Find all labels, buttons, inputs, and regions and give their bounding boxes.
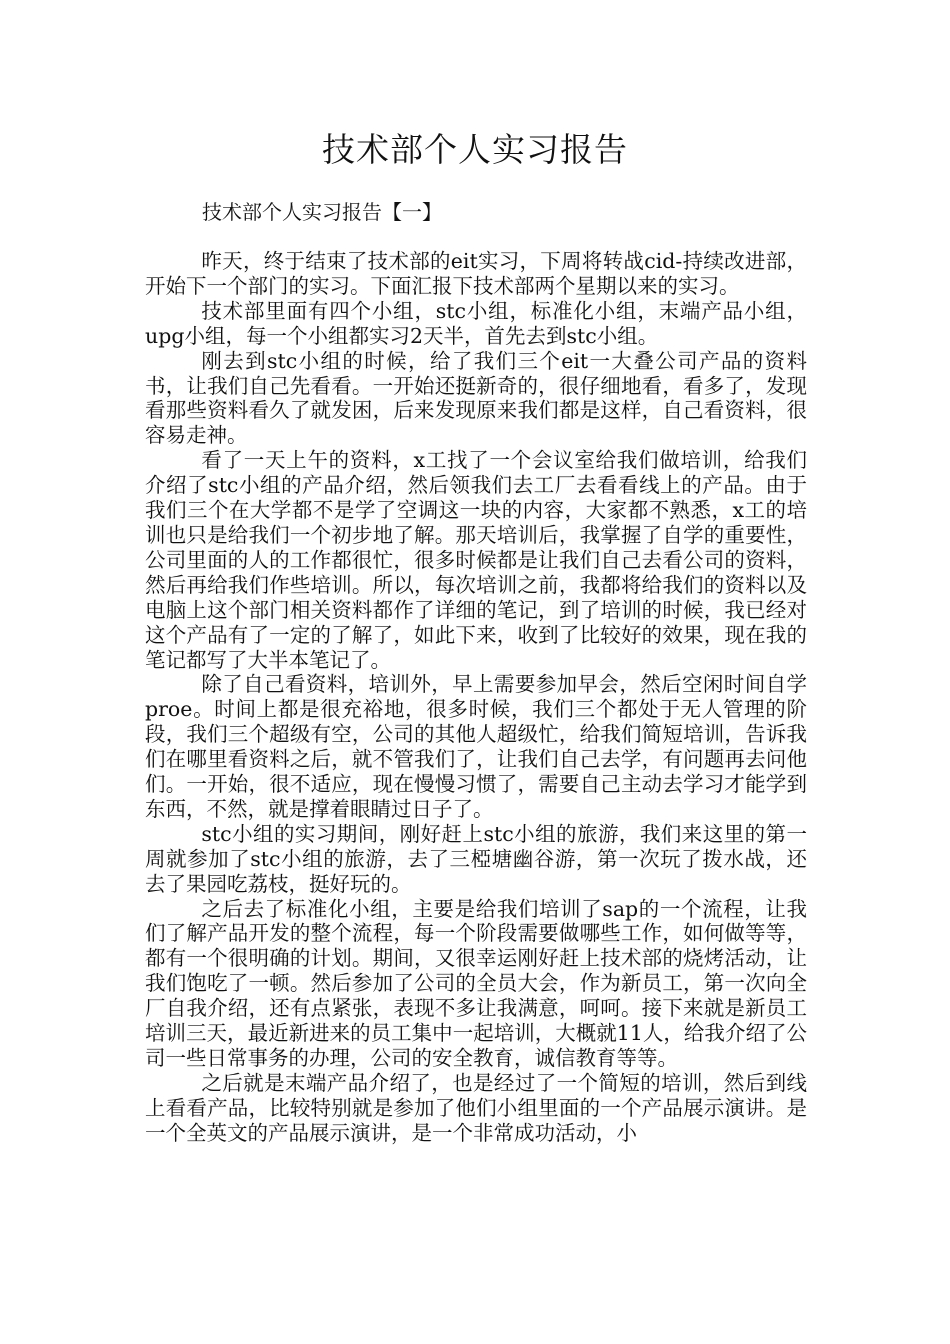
document-title: 技术部个人实习报告 (322, 130, 628, 169)
paragraph: 之后去了标准化小组，主要是给我们培训了sap的一个流程，让我们了解产品开发的整个流程，每一个阶段需要做哪些工作，如何做等等，都有一个很明确的计划。期间，又很幸运刚好赶上技术部的烧烤活动，让我们饱吃了一顿。然后参加了公司的全员大会，作为新员工，第一次向全厂自我介绍，还有点紧张，表现不多让我满意，呵呵。接下来就是新员工培训三天，最近新进来的员工集中一起培训，大概就11人，给我介绍了公司一些日常事务的办理，公司的安全教育，诚信教育等等。 (145, 896, 807, 1070)
paragraph: 看了一天上午的资料，x工找了一个会议室给我们做培训，给我们介绍了stc小组的产品介绍，然后领我们去工厂去看看线上的产品。由于我们三个在大学都不是学了空调这一块的内容，大家都不熟悉，x工的培训也只是给我们一个初步地了解。那天培训后，我掌握了自学的重要性，公司里面的人的工作都很忙，很多时候都是让我们自己去看公司的资料，然后再给我们作些培训。所以，每次培训之前，我都将给我们的资料以及电脑上这个部门相关资料都作了详细的笔记，到了培训的时候，我已经对这个产品有了一定的了解了，如此下来，收到了比较好的效果，现在我的笔记都写了大半本笔记了。 (145, 448, 807, 672)
document-body (145, 249, 807, 1146)
paragraph: 技术部里面有四个小组，stc小组，标准化小组，末端产品小组，upg小组，每一个小组都实习2天半，首先去到stc小组。 (145, 298, 807, 348)
section-heading: 技术部个人实习报告【一】 (202, 200, 442, 224)
paragraph: 昨天，终于结束了技术部的eit实习，下周将转战cid-持续改进部，开始下一个部门的实习。下面汇报下技术部两个星期以来的实习。 (145, 249, 807, 298)
paragraph: 刚去到stc小组的时候，给了我们三个eit一大叠公司产品的资料书，让我们自己先看看。一开始还挺新奇的，很仔细地看，看多了，发现看那些资料看久了就发困，后来发现原来我们都是这样，自己看资料，很容易走神。 (145, 348, 807, 448)
paragraph: 除了自己看资料，培训外，早上需要参加早会，然后空闲时间自学proe。时间上都是很充裕地，很多时候，我们三个都处于无人管理的阶段，我们三个超级有空，公司的其他人超级忙，给我们简短培训，告诉我们在哪里看资料之后，就不管我们了，让我们自己去学，有问题再去问他们。一开始，很不适应，现在慢慢习惯了，需要自己主动去学习才能学到东西，不然，就是撑着眼睛过日子了。 (145, 672, 807, 821)
paragraph: 之后就是末端产品介绍了，也是经过了一个简短的培训，然后到线上看看产品，比较特别就是参加了他们小组里面的一个产品展示演讲。是一个全英文的产品展示演讲，是一个非常成功活动，小 (145, 1070, 807, 1145)
paragraph: stc小组的实习期间，刚好赶上stc小组的旅游，我们来这里的第一周就参加了stc小组的旅游，去了三椏塘幽谷游，第一次玩了拨水战，还去了果园吃荔枝，挺好玩的。 (145, 821, 807, 896)
